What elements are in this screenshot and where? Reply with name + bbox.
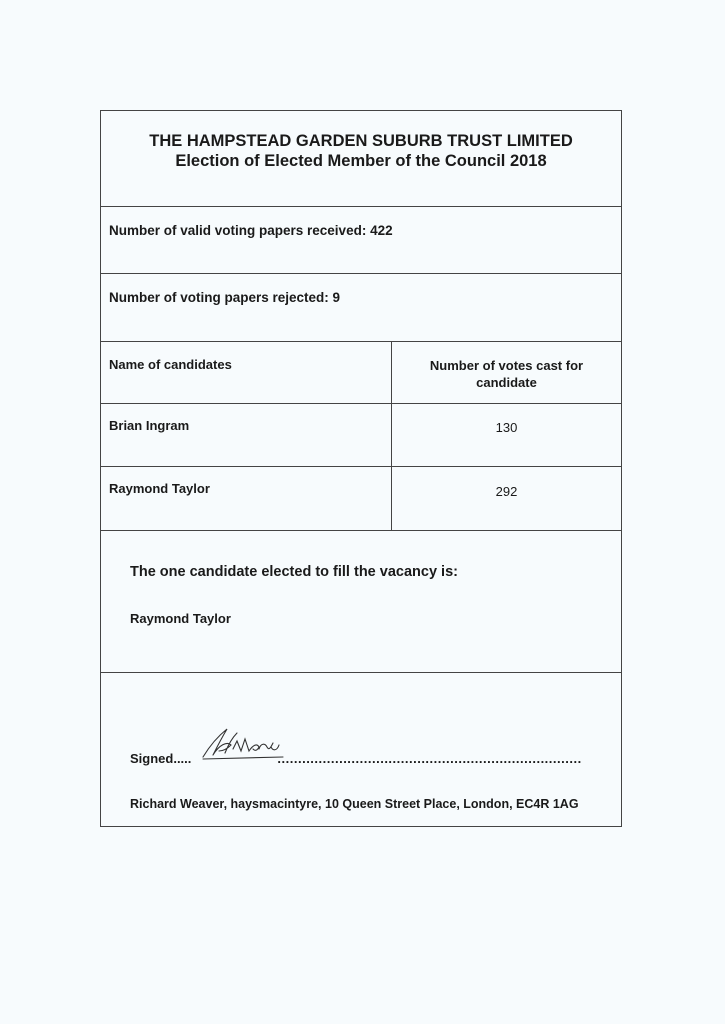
election-title: Election of Elected Member of the Council 2018 (175, 152, 547, 170)
signed-line (130, 751, 582, 766)
votes-header-line1: Number of votes cast for (429, 358, 584, 373)
signed-label: Signed..... (130, 751, 192, 766)
candidate-votes: 130 (495, 420, 518, 435)
signatory-details: Richard Weaver, haysmacintyre, 10 Queen Street Place, London, EC4R 1AG (130, 797, 579, 811)
divider (101, 672, 621, 673)
divider (101, 273, 621, 274)
divider (101, 466, 621, 467)
votes-header-line2: candidate (476, 375, 537, 390)
document-title (101, 131, 621, 171)
candidates-column-header: Name of candidates (109, 357, 232, 372)
divider (101, 530, 621, 531)
candidate-name: Raymond Taylor (109, 481, 210, 496)
valid-papers-label: Number of valid voting papers received: 422 (109, 223, 393, 238)
signature-dots: .......................................................................... (277, 751, 582, 766)
elected-candidate-name: Raymond Taylor (130, 611, 231, 626)
votes-column-header (391, 357, 622, 391)
candidate-name: Brian Ingram (109, 418, 190, 433)
results-table-frame (100, 110, 622, 827)
rejected-papers-label: Number of voting papers rejected: 9 (109, 290, 341, 305)
divider (101, 403, 621, 404)
org-name: THE HAMPSTEAD GARDEN SUBURB TRUST LIMITED (149, 132, 573, 150)
divider (101, 341, 621, 342)
elected-heading: The one candidate elected to fill the vacancy is: (130, 564, 458, 580)
candidate-votes: 292 (495, 484, 518, 499)
divider (101, 206, 621, 207)
